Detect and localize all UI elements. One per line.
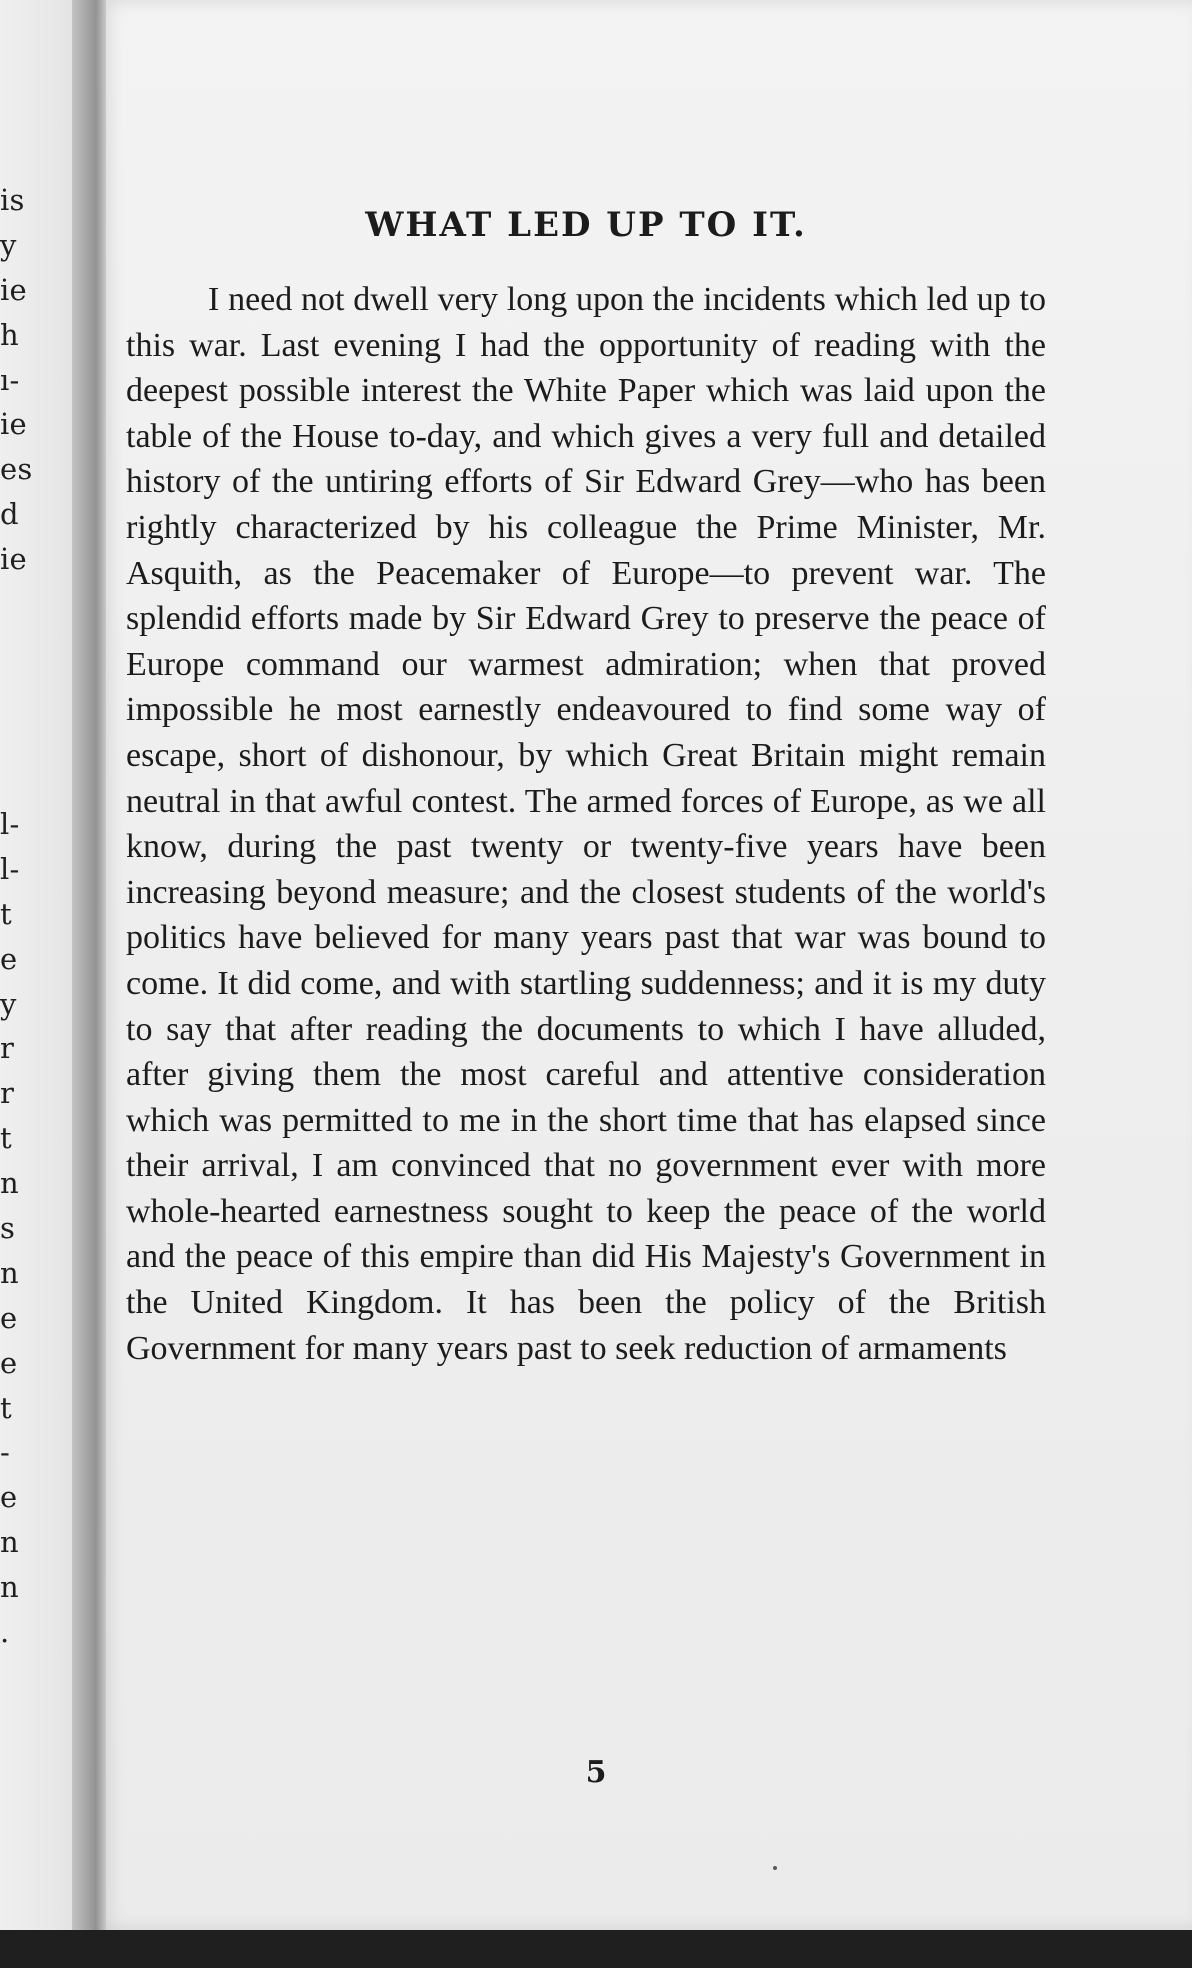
fragment-line: e xyxy=(0,941,18,976)
book-gutter-shadow xyxy=(72,0,106,1930)
fragment-line: n xyxy=(0,1525,19,1560)
page-content xyxy=(126,205,1046,1371)
fragment-line: e xyxy=(0,1480,18,1515)
fragment-line: h xyxy=(0,317,19,352)
fragment-line: t xyxy=(0,1121,12,1156)
fragment-line: ie xyxy=(0,542,27,577)
fragments-top-group xyxy=(0,178,40,582)
fragment-line: e xyxy=(0,1300,18,1335)
fragment-line: r xyxy=(0,1031,15,1066)
fragment-line: n xyxy=(0,1570,19,1605)
fragment-line: t xyxy=(0,1390,12,1425)
fragment-line: . xyxy=(0,1615,10,1650)
fragment-line: n xyxy=(0,1166,19,1201)
chapter-title: WHAT LED UP TO IT. xyxy=(365,205,807,245)
scan-bottom-border xyxy=(0,1930,1192,1968)
fragment-line: is xyxy=(0,183,25,217)
fragment-line: s xyxy=(0,1211,16,1246)
fragment-line: es xyxy=(0,452,33,487)
fragment-line: r xyxy=(0,1076,15,1111)
fragment-line: d xyxy=(0,497,19,532)
fragment-line: ie xyxy=(0,272,27,307)
fragment-line: l- xyxy=(0,807,20,842)
facing-page-text-fragments xyxy=(0,178,40,1655)
fragment-line: ı- xyxy=(0,362,20,397)
fragment-line: ie xyxy=(0,407,27,442)
fragments-bottom-group xyxy=(0,802,40,1655)
page-number: 5 xyxy=(585,1755,607,1790)
fragment-line: e xyxy=(0,1345,18,1380)
fragment-line: t xyxy=(0,896,12,931)
fragment-line: - xyxy=(0,1435,10,1470)
fragments-gap xyxy=(0,582,40,802)
dust-speck xyxy=(773,1866,777,1870)
fragment-line: n xyxy=(0,1255,19,1290)
fragment-line: l- xyxy=(0,851,20,886)
fragment-line: y xyxy=(0,227,17,262)
fragment-line: y xyxy=(0,986,17,1021)
body-paragraph: I need not dwell very long upon the incidents which led up to this war. Last evening I had the opportunity of reading with the deepest possible interest the White Paper which was laid upon the table of the House to-day, and which gives a very full and detailed history of the untiring efforts of Sir Edward Grey—who has been rightly characterized by his colleague the Prime Minister, Mr. Asquith, as the Peacemaker of Europe—to prevent war. The splendid efforts made by Sir Edward Grey to preserve the peace of Europe command our warmest admiration; when that proved impossible he most earnestly endeavoured to find some way of escape, short of dishonour, by which Great Britain might remain neutral in that awful contest. The armed forces of Europe, as we all know, during the past twenty or twenty-five years have been increasing beyond measure; and the closest students of the world's politics have believed for many years past that war was bound to come. It did come, and with startling suddenness; and it is my duty to say that after reading the documents to which I have alluded, after giving them the most careful and attentive consideration which was permitted to me in the short time that has elapsed since their arrival, I am convinced that no government ever with more whole-hearted earnestness sought to keep the peace of the world and the peace of this empire than did His Majesty's Government in the United Kingdom. It has been the policy of the British Government for many years past to seek reduction of armaments xyxy=(126,281,1046,1367)
